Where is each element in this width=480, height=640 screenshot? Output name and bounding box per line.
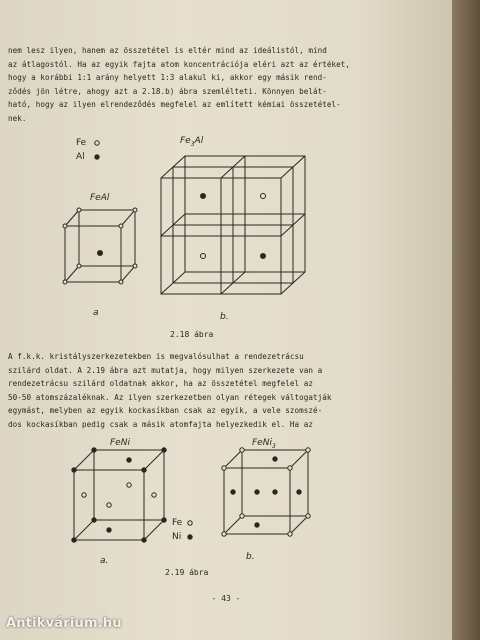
- legend-filled-circle-icon: [188, 535, 192, 539]
- text-line: 50-50 atomszázaléknak. Az ilyen szerkezetben olyan rétegek váltogatják: [8, 392, 332, 402]
- watermark: Antikvárium.hu: [6, 616, 122, 631]
- fig218b-title: $Fe_3Al$: [180, 136, 204, 148]
- legend-fe-label-219: Fe: [172, 518, 183, 528]
- fig219-caption: 2.19 ábra: [165, 568, 209, 577]
- fig218-caption: 2.18 ábra: [170, 330, 214, 339]
- text-line: rendezetrácsu szilárd oldatnak akkor, ha az összetétel megfelel az: [8, 379, 314, 389]
- paragraph-1: [8, 44, 363, 126]
- body-center-atom: [98, 251, 103, 256]
- text-line: nem lesz ilyen, hanem az összetétel is eltér mind az ideálistól, mind: [8, 46, 327, 55]
- text-line: ható, hogy az ilyen elrendeződés megfelel az említett kémiai összetétel-: [8, 100, 341, 110]
- text-line: A f.k.k. kristályszerkezetekben is megvalósulhat a rendezetrácsu: [8, 352, 304, 361]
- fig219a-sublabel: a.: [100, 556, 109, 566]
- text-line: nek.: [8, 113, 27, 123]
- text-line: ződés jön létre, ahogy azt a 2.18.b) ábra szemlélteti. Könnyen belát-: [8, 86, 327, 96]
- legend-al-label: Al: [76, 152, 85, 162]
- legend-open-circle-icon: [95, 141, 99, 145]
- book-spine-edge: [452, 0, 480, 640]
- paragraph-2: [8, 350, 363, 432]
- fig218b-sublabel: b.: [220, 312, 229, 322]
- page-number: - 43 -: [211, 594, 241, 603]
- text-line: szilárd oldat. A 2.19 ábra azt mutatja, hogy milyen szerkezete van a: [8, 365, 323, 375]
- text-line: hogy a korábbi 1:1 arány helyett 1:3 alakul ki, akkor egy másik rend-: [8, 73, 327, 83]
- fig219-diagram: [60, 440, 320, 560]
- text-line: az átlagostól. Ha az egyik fajta atom koncentrációja eléri azt az értéket,: [8, 59, 351, 69]
- fig218a-sublabel: a: [93, 308, 99, 318]
- fig218-diagram: [55, 130, 315, 320]
- fig219b-sublabel: b.: [246, 552, 255, 562]
- legend-open-circle-icon: [188, 521, 192, 525]
- legend-ni-label-219: Ni: [172, 532, 182, 542]
- text-line: egymást, melyben az egyik kockasíkban csak az egyik, a vele szomszé-: [8, 406, 323, 416]
- legend-filled-circle-icon: [95, 155, 99, 159]
- text-line: dos kockasíkban pedig csak a másik atomfajta helyezkedik el. Ha az: [8, 419, 314, 429]
- legend-fe-label: Fe: [76, 138, 87, 148]
- fig218a-title: FeAl: [90, 193, 110, 203]
- fig219b-title: FeNi$_3$: [252, 438, 276, 450]
- fig219a-title: FeNi: [110, 438, 130, 448]
